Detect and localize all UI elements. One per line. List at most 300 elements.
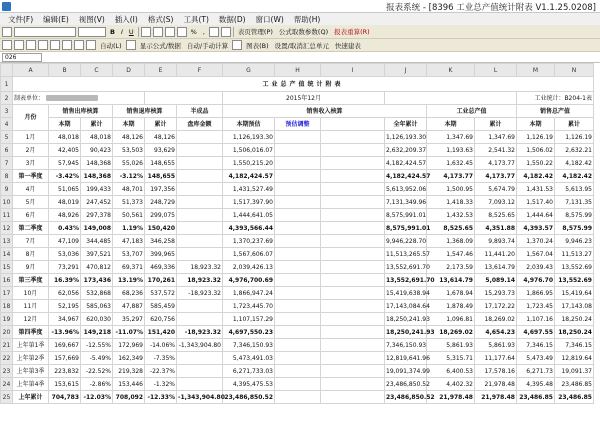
data-cell[interactable]: -1,343,904.80 — [177, 391, 223, 404]
data-cell[interactable] — [177, 144, 223, 157]
data-cell[interactable]: -12.03% — [81, 391, 113, 404]
data-cell[interactable]: 1,723,445.70 — [223, 300, 275, 313]
data-cell[interactable]: 470,812 — [81, 261, 113, 274]
data-cell[interactable]: 1,431,527.49 — [223, 183, 275, 196]
data-cell[interactable]: 42,405 — [49, 144, 81, 157]
data-cell[interactable] — [177, 209, 223, 222]
data-cell[interactable]: 1,193.63 — [427, 144, 475, 157]
data-cell[interactable] — [275, 170, 321, 183]
row-number[interactable]: 9 — [1, 183, 13, 196]
data-cell[interactable]: 1,550.22 — [517, 157, 555, 170]
data-cell[interactable]: 247,452 — [81, 196, 113, 209]
month-label[interactable]: 上年第3季 — [13, 365, 49, 378]
data-cell[interactable]: 7,131,349.96 — [385, 196, 427, 209]
data-cell[interactable]: 15,419.64 — [555, 287, 594, 300]
data-cell[interactable]: 4,173.77 — [427, 170, 475, 183]
data-cell[interactable]: 537,572 — [145, 287, 177, 300]
data-cell[interactable]: 9,946,228.70 — [385, 235, 427, 248]
data-cell[interactable]: 5,315.71 — [427, 352, 475, 365]
data-cell[interactable]: 4,182,424.57 — [223, 170, 275, 183]
row-number[interactable]: 19 — [1, 313, 13, 326]
data-cell[interactable]: 4,182,424.57 — [385, 157, 427, 170]
data-cell[interactable]: 1,550,215.20 — [223, 157, 275, 170]
column-header[interactable]: D — [113, 64, 145, 77]
row-number[interactable]: 11 — [1, 209, 13, 222]
month-label[interactable]: 7月 — [13, 235, 49, 248]
menu-data[interactable]: 数据(D) — [218, 14, 246, 24]
data-cell[interactable]: 19,091,374.99 — [385, 365, 427, 378]
row-number[interactable]: 25 — [1, 391, 13, 404]
data-cell[interactable]: -1,343,904.80 — [177, 339, 223, 352]
data-cell[interactable]: 13,614.79 — [475, 261, 517, 274]
data-cell[interactable]: 53,503 — [113, 144, 145, 157]
italic-button[interactable]: I — [120, 27, 123, 36]
data-cell[interactable]: 1,370.24 — [517, 235, 555, 248]
month-label[interactable]: 6月 — [13, 209, 49, 222]
data-cell[interactable] — [275, 378, 321, 391]
data-cell[interactable]: 48,126 — [113, 131, 145, 144]
empty-cell[interactable] — [321, 339, 385, 352]
row-number[interactable]: 18 — [1, 300, 13, 313]
data-cell[interactable]: 48,018 — [49, 131, 81, 144]
data-cell[interactable]: 1,500.95 — [427, 183, 475, 196]
new-file-icon[interactable] — [2, 27, 12, 37]
menu-help[interactable]: 帮助(H) — [293, 14, 321, 24]
data-cell[interactable]: 585,459 — [145, 300, 177, 313]
data-cell[interactable] — [275, 261, 321, 274]
data-cell[interactable]: 23,486.85 — [555, 378, 594, 391]
data-cell[interactable]: 1,506.02 — [517, 144, 555, 157]
data-cell[interactable]: -3.42% — [49, 170, 81, 183]
data-cell[interactable]: 1,126,193.30 — [223, 131, 275, 144]
menu-file[interactable]: 文件(F) — [8, 14, 34, 24]
formula-param-button[interactable]: 公式取数参数(Q) — [278, 28, 329, 36]
data-cell[interactable]: -14.06% — [145, 339, 177, 352]
data-cell[interactable]: 5,473.49 — [517, 352, 555, 365]
data-cell[interactable]: 1,632.45 — [427, 157, 475, 170]
data-cell[interactable]: 2,039,426.13 — [223, 261, 275, 274]
chart-icon[interactable] — [232, 40, 242, 50]
data-cell[interactable]: 47,109 — [49, 235, 81, 248]
data-cell[interactable]: 13,614.79 — [427, 274, 475, 287]
report-recalc-button[interactable]: 报表重算(R) — [334, 28, 370, 36]
column-header[interactable]: H — [275, 64, 321, 77]
data-cell[interactable]: 11,513.27 — [555, 248, 594, 261]
empty-cell[interactable] — [321, 391, 385, 404]
data-cell[interactable] — [177, 235, 223, 248]
data-cell[interactable]: 93,629 — [145, 144, 177, 157]
data-cell[interactable]: 90,423 — [81, 144, 113, 157]
data-cell[interactable]: 1,878.49 — [427, 300, 475, 313]
data-cell[interactable]: 151,420 — [145, 326, 177, 339]
data-cell[interactable]: 223,832 — [49, 365, 81, 378]
table-manage-button[interactable]: 表页管理(P) — [237, 28, 273, 36]
data-cell[interactable]: 620,756 — [145, 313, 177, 326]
data-cell[interactable]: 7,346.15 — [555, 339, 594, 352]
month-label[interactable]: 第一季度 — [13, 170, 49, 183]
data-cell[interactable]: 8,575.99 — [555, 209, 594, 222]
data-cell[interactable]: 48,126 — [145, 131, 177, 144]
month-label[interactable]: 4月 — [13, 183, 49, 196]
row-number[interactable]: 22 — [1, 352, 13, 365]
data-cell[interactable]: 34,967 — [49, 313, 81, 326]
data-cell[interactable]: 4,395,475.53 — [223, 378, 275, 391]
data-cell[interactable] — [275, 157, 321, 170]
data-cell[interactable]: 47,183 — [113, 235, 145, 248]
data-cell[interactable] — [177, 248, 223, 261]
data-cell[interactable]: 12,819.64 — [555, 352, 594, 365]
fill-color-icon[interactable] — [221, 27, 231, 37]
data-cell[interactable]: 6,400.53 — [427, 365, 475, 378]
data-cell[interactable]: 18,923.32 — [177, 274, 223, 287]
data-cell[interactable]: 9,946.23 — [555, 235, 594, 248]
data-cell[interactable] — [275, 287, 321, 300]
data-cell[interactable] — [177, 131, 223, 144]
data-cell[interactable]: 1,517.40 — [517, 196, 555, 209]
data-cell[interactable]: 199,433 — [81, 183, 113, 196]
data-cell[interactable]: -11.07% — [113, 326, 145, 339]
row-number[interactable]: 7 — [1, 157, 13, 170]
month-label[interactable]: 2月 — [13, 144, 49, 157]
data-cell[interactable]: 13,552.69 — [555, 261, 594, 274]
row-number[interactable]: 23 — [1, 365, 13, 378]
data-cell[interactable]: 4,182,424.57 — [385, 170, 427, 183]
empty-cell[interactable] — [321, 313, 385, 326]
font-size-select[interactable] — [78, 27, 106, 37]
data-cell[interactable]: 8,575,991.01 — [385, 222, 427, 235]
data-cell[interactable]: 11,441.20 — [475, 248, 517, 261]
data-cell[interactable]: 1,418.33 — [427, 196, 475, 209]
empty-cell[interactable] — [321, 378, 385, 391]
data-cell[interactable]: 1,547.46 — [427, 248, 475, 261]
data-cell[interactable]: 4,173.77 — [475, 157, 517, 170]
row-number[interactable]: 20 — [1, 326, 13, 339]
data-cell[interactable]: 148,655 — [145, 157, 177, 170]
data-cell[interactable]: 11,177.64 — [475, 352, 517, 365]
undo-icon[interactable] — [86, 40, 96, 50]
empty-cell[interactable] — [321, 365, 385, 378]
data-cell[interactable]: 1,678.94 — [427, 287, 475, 300]
data-cell[interactable]: 50,561 — [113, 209, 145, 222]
data-cell[interactable]: 1,444.64 — [517, 209, 555, 222]
data-cell[interactable]: 1,107.16 — [517, 313, 555, 326]
data-cell[interactable] — [275, 222, 321, 235]
spreadsheet[interactable] — [0, 63, 600, 423]
print-icon[interactable] — [38, 40, 48, 50]
empty-cell[interactable] — [321, 261, 385, 274]
month-label[interactable]: 上年第1季 — [13, 339, 49, 352]
data-cell[interactable]: 69,371 — [113, 261, 145, 274]
data-cell[interactable]: -18,923.32 — [177, 287, 223, 300]
row-number[interactable]: 8 — [1, 170, 13, 183]
data-cell[interactable]: 397,521 — [81, 248, 113, 261]
data-cell[interactable]: -7.35% — [145, 352, 177, 365]
show-formula-button[interactable]: 显示公式/数据 — [139, 41, 181, 50]
percent-button[interactable]: % — [190, 27, 197, 36]
data-cell[interactable]: 4,173.77 — [475, 170, 517, 183]
data-cell[interactable]: 297,378 — [81, 209, 113, 222]
border-icon[interactable] — [209, 27, 219, 37]
data-cell[interactable] — [275, 209, 321, 222]
copy-icon[interactable] — [62, 40, 72, 50]
data-cell[interactable]: 35,297 — [113, 313, 145, 326]
data-cell[interactable]: 5,613.95 — [555, 183, 594, 196]
data-cell[interactable]: 16.39% — [49, 274, 81, 287]
data-cell[interactable]: 4,393,566.44 — [223, 222, 275, 235]
data-cell[interactable]: 18,269.02 — [427, 326, 475, 339]
data-cell[interactable]: 173,436 — [81, 274, 113, 287]
data-cell[interactable]: -22.37% — [145, 365, 177, 378]
data-cell[interactable]: 7,093.12 — [475, 196, 517, 209]
data-cell[interactable]: 7,131.35 — [555, 196, 594, 209]
data-cell[interactable]: 1,866.95 — [517, 287, 555, 300]
data-cell[interactable] — [177, 183, 223, 196]
data-cell[interactable]: -12.55% — [81, 339, 113, 352]
row-number[interactable]: 6 — [1, 144, 13, 157]
data-cell[interactable]: 704,783 — [49, 391, 81, 404]
data-cell[interactable] — [275, 326, 321, 339]
data-cell[interactable] — [275, 235, 321, 248]
data-cell[interactable]: 21,978.48 — [475, 378, 517, 391]
data-cell[interactable]: 4,402.32 — [427, 378, 475, 391]
align-center-icon[interactable] — [153, 27, 163, 37]
cut-icon[interactable] — [50, 40, 60, 50]
data-cell[interactable]: 5,861.93 — [475, 339, 517, 352]
month-label[interactable]: 10月 — [13, 287, 49, 300]
data-cell[interactable]: 620,030 — [81, 313, 113, 326]
month-label[interactable]: 第二季度 — [13, 222, 49, 235]
data-cell[interactable]: 4,182.42 — [517, 170, 555, 183]
row-number[interactable]: 1 — [1, 77, 13, 92]
data-cell[interactable]: 7,346.15 — [517, 339, 555, 352]
data-cell[interactable]: 17,578.16 — [475, 365, 517, 378]
data-cell[interactable]: 47,887 — [113, 300, 145, 313]
column-header[interactable]: N — [555, 64, 594, 77]
row-number[interactable]: 4 — [1, 118, 13, 131]
chart-button[interactable]: 图表(B) — [246, 41, 269, 50]
data-cell[interactable] — [275, 313, 321, 326]
data-cell[interactable]: 148,368 — [81, 170, 113, 183]
data-cell[interactable]: 1,567.04 — [517, 248, 555, 261]
data-cell[interactable]: 13,552,691.70 — [385, 261, 427, 274]
data-cell[interactable]: 248,729 — [145, 196, 177, 209]
menu-insert[interactable]: 插入(I) — [114, 14, 138, 24]
column-header[interactable]: I — [321, 64, 385, 77]
data-cell[interactable]: 55,026 — [113, 157, 145, 170]
data-cell[interactable]: 51,373 — [113, 196, 145, 209]
month-label[interactable]: 上年第4季 — [13, 378, 49, 391]
data-cell[interactable]: 2,632.21 — [555, 144, 594, 157]
data-cell[interactable]: 53,036 — [49, 248, 81, 261]
data-cell[interactable]: 346,258 — [145, 235, 177, 248]
data-cell[interactable]: 4,976.70 — [517, 274, 555, 287]
data-cell[interactable]: 8,525.65 — [475, 209, 517, 222]
data-cell[interactable] — [275, 300, 321, 313]
merge-cells-icon[interactable] — [177, 27, 187, 37]
data-cell[interactable] — [177, 222, 223, 235]
summary-cell-button[interactable]: 设置/取消汇总单元 — [274, 41, 329, 50]
data-cell[interactable]: 1,126.19 — [517, 131, 555, 144]
data-cell[interactable]: 13.19% — [113, 274, 145, 287]
data-cell[interactable] — [177, 313, 223, 326]
menu-window[interactable]: 窗口(W) — [255, 14, 284, 24]
column-header[interactable]: B — [49, 64, 81, 77]
data-cell[interactable]: -13.96% — [49, 326, 81, 339]
row-number[interactable]: 16 — [1, 274, 13, 287]
data-cell[interactable]: 18,923.32 — [177, 261, 223, 274]
empty-cell[interactable] — [145, 92, 223, 105]
data-cell[interactable]: 1,370,237.69 — [223, 235, 275, 248]
data-cell[interactable]: 399,965 — [145, 248, 177, 261]
data-cell[interactable] — [275, 274, 321, 287]
data-cell[interactable]: -18,923.32 — [177, 326, 223, 339]
column-header[interactable]: J — [385, 64, 427, 77]
data-cell[interactable]: 2,541.32 — [475, 144, 517, 157]
empty-cell[interactable] — [321, 235, 385, 248]
font-name-select[interactable] — [14, 27, 76, 37]
data-cell[interactable]: 57,945 — [49, 157, 81, 170]
data-cell[interactable]: 1,432.53 — [427, 209, 475, 222]
empty-cell[interactable] — [321, 326, 385, 339]
data-cell[interactable]: 1,517,397.90 — [223, 196, 275, 209]
data-cell[interactable] — [275, 365, 321, 378]
data-cell[interactable]: 15,293.73 — [475, 287, 517, 300]
data-cell[interactable]: 7,346,150.93 — [385, 339, 427, 352]
data-cell[interactable]: 4,654.23 — [475, 326, 517, 339]
data-cell[interactable]: 21,978.48 — [427, 391, 475, 404]
data-cell[interactable]: 9,893.74 — [475, 235, 517, 248]
data-cell[interactable]: 344,485 — [81, 235, 113, 248]
data-cell[interactable]: 2,632,209.37 — [385, 144, 427, 157]
new-icon[interactable] — [2, 40, 12, 50]
data-cell[interactable]: 48,018 — [81, 131, 113, 144]
data-cell[interactable] — [275, 339, 321, 352]
menu-format[interactable]: 格式(S) — [147, 14, 174, 24]
data-cell[interactable]: 18,250,241.93 — [385, 326, 427, 339]
auto-button[interactable]: 自动(L) — [100, 41, 122, 50]
empty-cell[interactable] — [321, 222, 385, 235]
data-cell[interactable] — [177, 365, 223, 378]
data-cell[interactable]: -5.49% — [81, 352, 113, 365]
data-cell[interactable]: 5,861.93 — [427, 339, 475, 352]
data-cell[interactable]: 469,336 — [145, 261, 177, 274]
column-header[interactable]: F — [177, 64, 223, 77]
empty-cell[interactable] — [321, 287, 385, 300]
data-cell[interactable]: 8,525.65 — [427, 222, 475, 235]
data-cell[interactable]: 1,723.45 — [517, 300, 555, 313]
menu-tools[interactable]: 工具(T) — [183, 14, 209, 24]
data-cell[interactable]: 7,346,150.93 — [223, 339, 275, 352]
data-cell[interactable]: 8,575,991.01 — [385, 209, 427, 222]
empty-cell[interactable] — [321, 209, 385, 222]
data-cell[interactable]: 18,250.24 — [555, 313, 594, 326]
data-cell[interactable]: 1,126,193.30 — [385, 131, 427, 144]
data-cell[interactable]: 17,172.22 — [475, 300, 517, 313]
sort-icon[interactable] — [126, 40, 136, 50]
row-number[interactable]: 24 — [1, 378, 13, 391]
data-cell[interactable]: 12,819,641.96 — [385, 352, 427, 365]
row-number[interactable]: 2 — [1, 92, 13, 105]
column-header[interactable]: G — [223, 64, 275, 77]
data-cell[interactable]: 53,707 — [113, 248, 145, 261]
data-cell[interactable]: 169,667 — [49, 339, 81, 352]
month-label[interactable]: 第四季度 — [13, 326, 49, 339]
data-cell[interactable]: 4,351.88 — [475, 222, 517, 235]
empty-cell[interactable] — [321, 300, 385, 313]
column-header[interactable]: A — [13, 64, 49, 77]
save-icon[interactable] — [26, 40, 36, 50]
month-label[interactable]: 11月 — [13, 300, 49, 313]
data-cell[interactable]: 4,976,700.69 — [223, 274, 275, 287]
column-header[interactable]: L — [475, 64, 517, 77]
data-cell[interactable] — [177, 378, 223, 391]
quick-form-button[interactable]: 快速建表 — [334, 41, 361, 50]
data-cell[interactable]: 2,173.59 — [427, 261, 475, 274]
auto-calc-button[interactable]: 自动/手动计算 — [186, 41, 229, 50]
data-cell[interactable]: 532,868 — [81, 287, 113, 300]
data-cell[interactable]: 153,446 — [113, 378, 145, 391]
menu-edit[interactable]: 编辑(E) — [43, 14, 69, 24]
column-header[interactable]: E — [145, 64, 177, 77]
data-cell[interactable] — [275, 352, 321, 365]
data-cell[interactable]: -12.33% — [145, 391, 177, 404]
data-cell[interactable]: 18,250,241.93 — [385, 313, 427, 326]
month-label[interactable]: 9月 — [13, 261, 49, 274]
data-cell[interactable]: 299,075 — [145, 209, 177, 222]
data-cell[interactable]: 162,349 — [113, 352, 145, 365]
data-cell[interactable]: 2,039.43 — [517, 261, 555, 274]
data-cell[interactable]: 4,393.57 — [517, 222, 555, 235]
data-cell[interactable]: 52,195 — [49, 300, 81, 313]
data-cell[interactable]: 150,420 — [145, 222, 177, 235]
month-label[interactable]: 第三季度 — [13, 274, 49, 287]
data-cell[interactable]: 1,567,606.07 — [223, 248, 275, 261]
data-cell[interactable] — [275, 144, 321, 157]
data-cell[interactable]: 62,056 — [49, 287, 81, 300]
data-cell[interactable]: 1,096.81 — [427, 313, 475, 326]
data-cell[interactable]: 23,486,850.52 — [385, 378, 427, 391]
data-cell[interactable]: 1,347.69 — [475, 131, 517, 144]
data-cell[interactable]: 197,356 — [145, 183, 177, 196]
row-number[interactable]: 3 — [1, 105, 13, 118]
column-header[interactable]: M — [517, 64, 555, 77]
row-number[interactable]: 14 — [1, 248, 13, 261]
data-cell[interactable] — [177, 196, 223, 209]
month-label[interactable]: 12月 — [13, 313, 49, 326]
cell-reference-box[interactable]: 026 — [2, 53, 42, 62]
data-cell[interactable]: 15,419,638.94 — [385, 287, 427, 300]
row-number[interactable]: 12 — [1, 222, 13, 235]
row-number[interactable]: 10 — [1, 196, 13, 209]
empty-cell[interactable] — [321, 196, 385, 209]
data-cell[interactable] — [275, 391, 321, 404]
data-cell[interactable] — [275, 183, 321, 196]
underline-button[interactable]: U — [128, 27, 134, 36]
data-cell[interactable]: 149,218 — [81, 326, 113, 339]
open-icon[interactable] — [14, 40, 24, 50]
data-cell[interactable]: 13,552,691.70 — [385, 274, 427, 287]
data-cell[interactable]: 1,107,157.29 — [223, 313, 275, 326]
empty-cell[interactable] — [321, 248, 385, 261]
data-cell[interactable]: 4,182.42 — [555, 157, 594, 170]
data-cell[interactable]: 149,008 — [81, 222, 113, 235]
month-label[interactable]: 8月 — [13, 248, 49, 261]
empty-cell[interactable] — [385, 92, 517, 105]
data-cell[interactable]: 708,092 — [113, 391, 145, 404]
data-cell[interactable]: 48,701 — [113, 183, 145, 196]
data-cell[interactable]: 1,506,016.07 — [223, 144, 275, 157]
data-cell[interactable]: 23,486.85 — [555, 391, 594, 404]
